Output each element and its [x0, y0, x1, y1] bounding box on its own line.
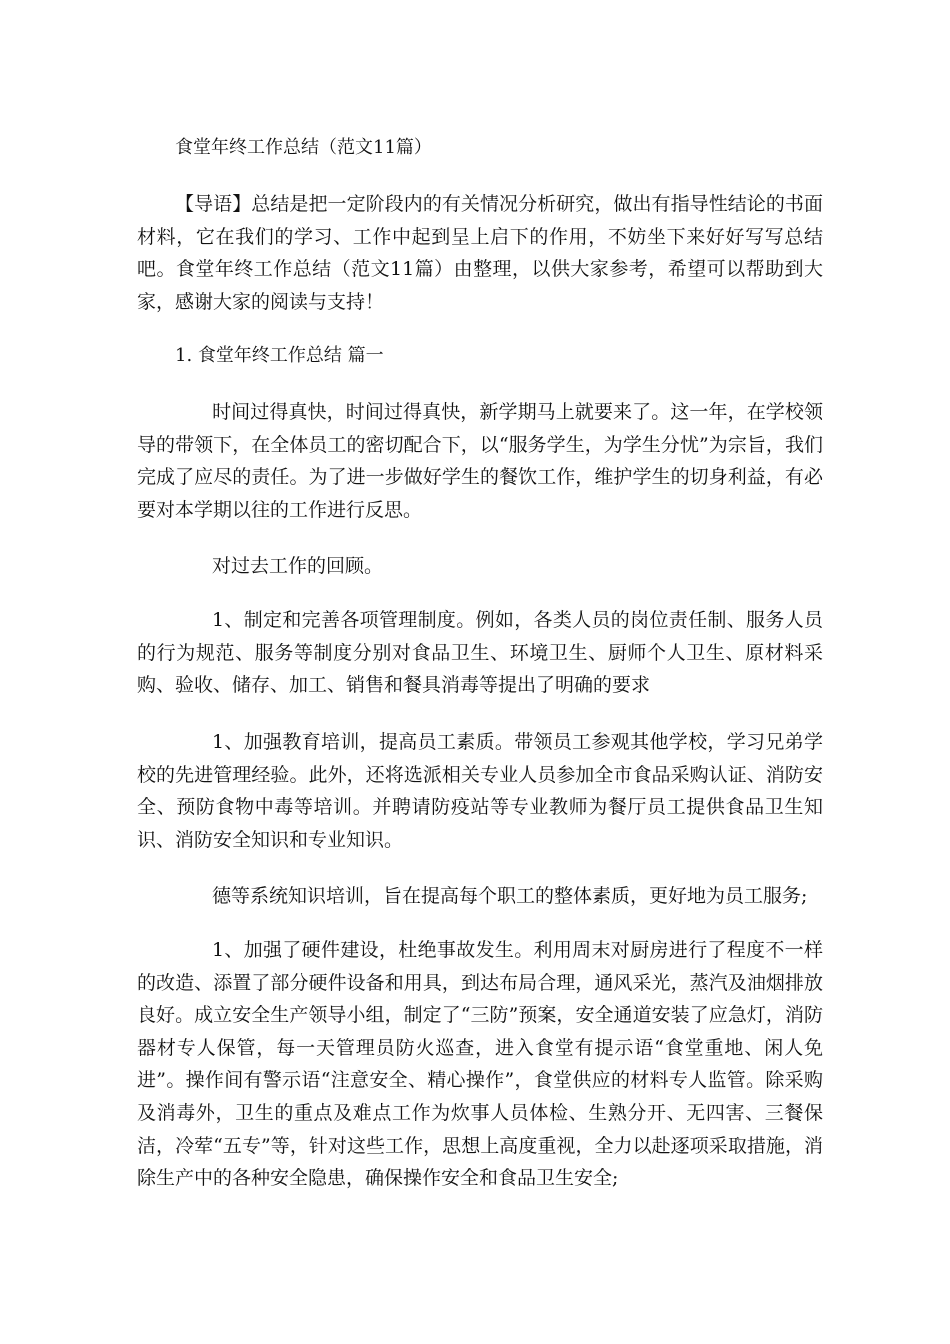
- body-paragraph-3: [137, 604, 823, 702]
- paragraph-text: 对过去工作的回顾。: [212, 555, 384, 577]
- paragraph-text: 时间过得真快，时间过得真快，新学期马上就要来了。这一年，在学校领导的带领下，在全体员工的密切配合下，以“服务学生，为学生分忧”为宗旨，我们完成了应尽的责任。为了进一步做好学生的餐饮工作，维护学生的切身利益，有必要对本学期以往的工作进行反思。: [137, 401, 823, 521]
- body-paragraph-6: [137, 934, 823, 1195]
- intro-text: 【导语】总结是把一定阶段内的有关情况分析研究，做出有指导性结论的书面材料，它在我们的学习、工作中起到呈上启下的作用，不妨坐下来好好写写总结吧。食堂年终工作总结（范文11篇）由整理，以供大家参考，希望可以帮助到大家，感谢大家的阅读与支持！: [137, 193, 823, 313]
- body-paragraph-5: [137, 880, 823, 913]
- section-heading: 1. 食堂年终工作总结 篇一: [175, 345, 384, 366]
- document-title: 食堂年终工作总结（范文11篇）: [175, 137, 432, 158]
- body-paragraph-4: [137, 726, 823, 856]
- body-paragraph-2: [137, 550, 823, 583]
- paragraph-text: 1、加强了硬件建设，杜绝事故发生。利用周末对厨房进行了程度不一样的改造、添置了部分硬件设备和用具，到达布局合理，通风采光，蒸汽及油烟排放良好。成立安全生产领导小组，制定了“三防”预案，安全通道安装了应急灯，消防器材专人保管，每一天管理员防火巡查，进入食堂有提示语“食堂重地、闲人免进”。操作间有警示语“注意安全、精心操作”，食堂供应的材料专人监管。除采购及消毒外，卫生的重点及难点工作为炊事人员体检、生熟分开、无四害、三餐保洁，冷荤“五专”等，针对这些工作，思想上高度重视，全力以赴逐项采取措施，消除生产中的各种安全隐患，确保操作安全和食品卫生安全;: [137, 939, 823, 1190]
- paragraph-text: 德等系统知识培训，旨在提高每个职工的整体素质，更好地为员工服务;: [212, 885, 808, 907]
- paragraph-text: 1、加强教育培训，提高员工素质。带领员工参观其他学校，学习兄弟学校的先进管理经验。此外，还将选派相关专业人员参加全市食品采购认证、消防安全、预防食物中毒等培训。并聘请防疫站等专业教师为餐厅员工提供食品卫生知识、消防安全知识和专业知识。: [137, 731, 823, 851]
- body-paragraph-1: [137, 396, 823, 526]
- paragraph-text: 1、制定和完善各项管理制度。例如，各类人员的岗位责任制、服务人员的行为规范、服务等制度分别对食品卫生、环境卫生、厨师个人卫生、原材料采购、验收、储存、加工、销售和餐具消毒等提出了明确的要求: [137, 609, 823, 697]
- intro-paragraph: [137, 188, 823, 318]
